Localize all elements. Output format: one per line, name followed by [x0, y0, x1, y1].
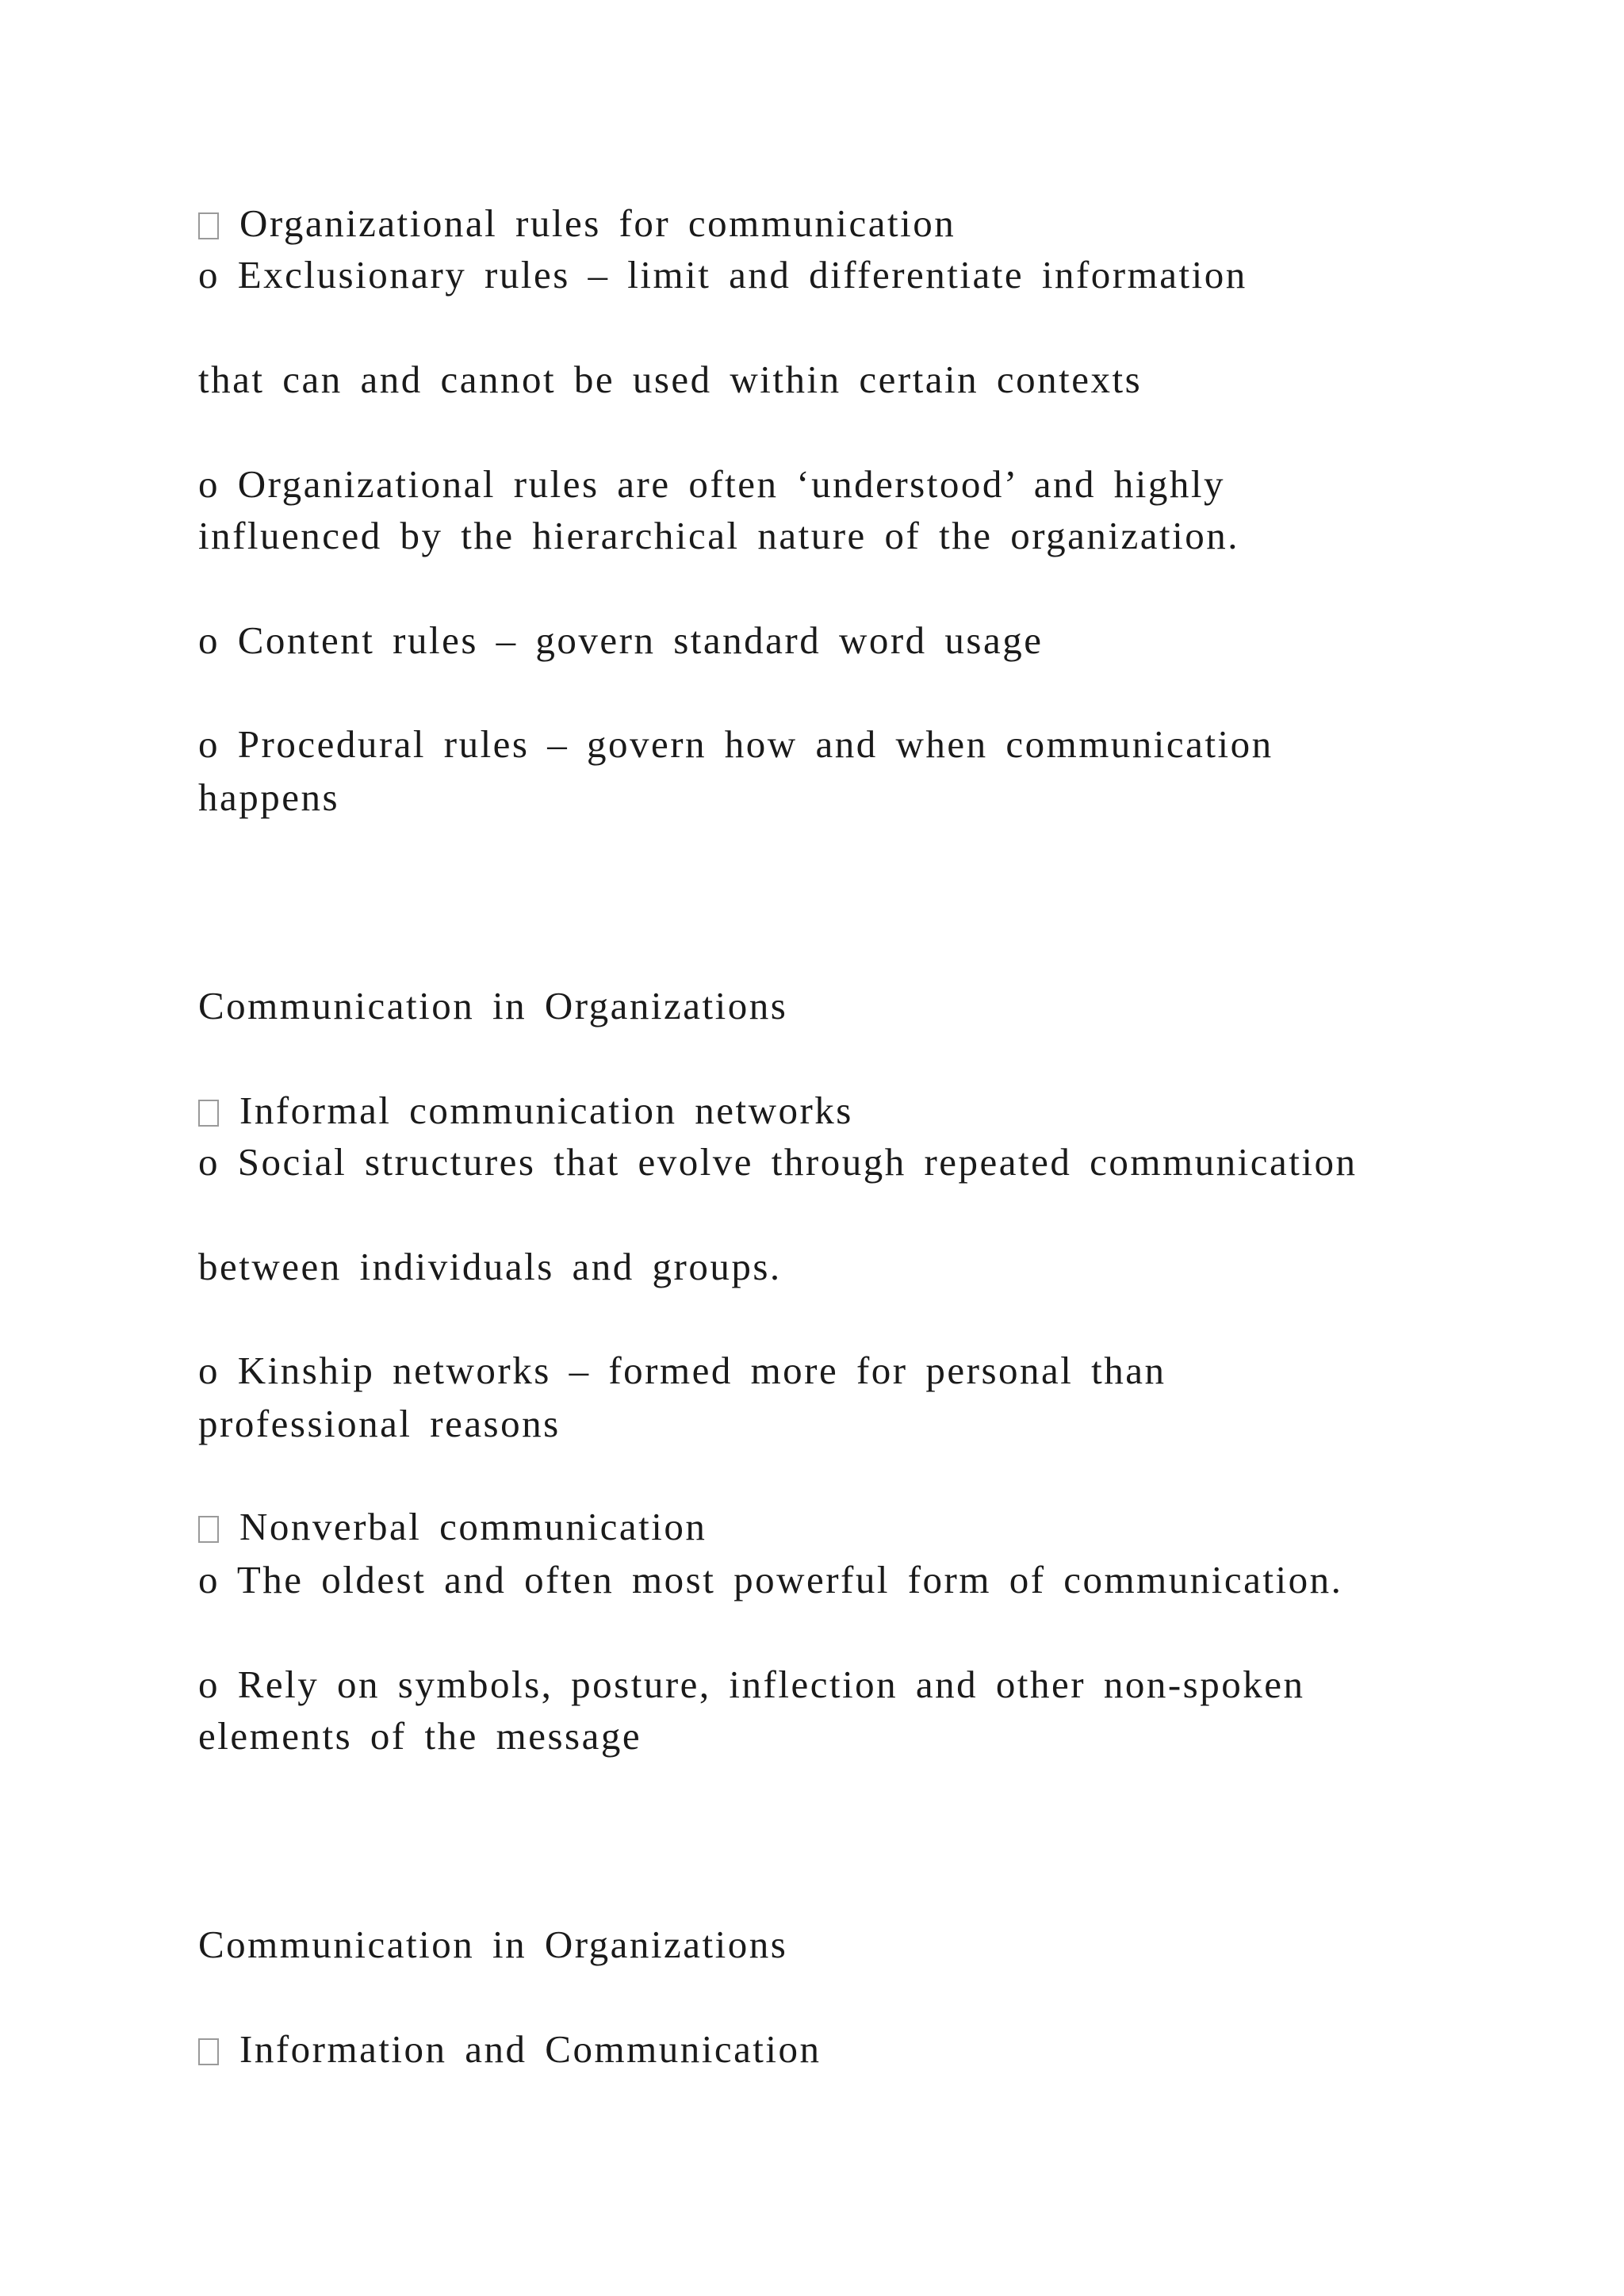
section-heading: Communication in Organizations	[198, 1923, 788, 1966]
text-line: o Content rules – govern standard word usage	[198, 618, 1044, 662]
text-line: that can and cannot be used within certain contexts	[198, 358, 1143, 401]
text-line: elements of the message	[198, 1714, 642, 1758]
text-line: o Exclusionary rules – limit and differentiate information	[198, 253, 1247, 297]
text-line: happens	[198, 775, 340, 819]
line-text: Informal communication networks	[239, 1089, 853, 1132]
line-text: Information and Communication	[239, 2027, 822, 2071]
section-heading: Communication in Organizations	[198, 984, 788, 1027]
text-line: o Procedural rules – govern how and when communication	[198, 722, 1274, 766]
bullet-heading	[198, 197, 956, 250]
text-line: o Organizational rules are often ‘understood’ and highly	[198, 462, 1225, 506]
line-text: Nonverbal communication	[239, 1505, 707, 1548]
text-line: o Social structures that evolve through repeated communication	[198, 1140, 1358, 1184]
bullet-heading	[198, 1501, 707, 1553]
text-line: o The oldest and often most powerful form of communication.	[198, 1558, 1343, 1601]
text-line: influenced by the hierarchical nature of the organization.	[198, 514, 1239, 557]
line-text: Organizational rules for communication	[239, 201, 956, 245]
bullet-box-icon	[198, 2038, 219, 2065]
bullet-box-icon	[198, 1516, 219, 1543]
text-line: o Kinship networks – formed more for personal than	[198, 1349, 1166, 1392]
bullet-box-icon	[198, 212, 219, 239]
bullet-heading	[198, 2023, 822, 2076]
text-line: professional reasons	[198, 1402, 561, 1445]
bullet-box-icon	[198, 1100, 219, 1127]
bullet-heading	[198, 1085, 853, 1137]
text-line: o Rely on symbols, posture, inflection and other non-spoken	[198, 1663, 1305, 1706]
text-line: between individuals and groups.	[198, 1245, 782, 1288]
